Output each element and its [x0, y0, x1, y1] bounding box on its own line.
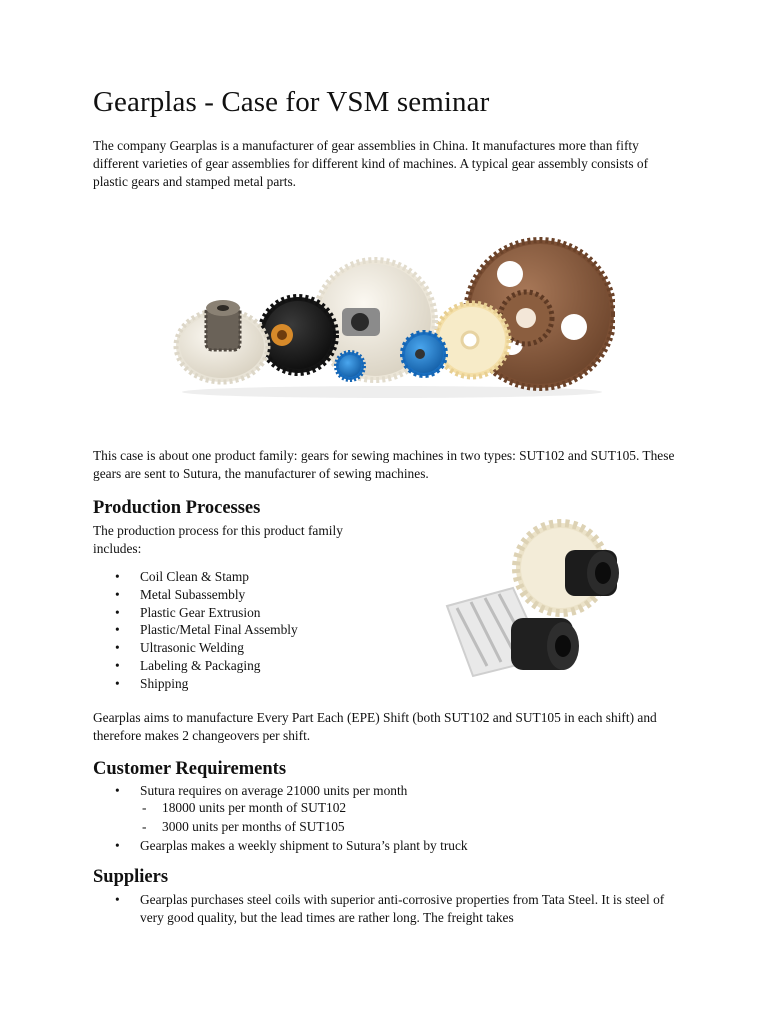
list-item: • Labeling & Packaging: [115, 657, 298, 675]
intro-paragraph: The company Gearplas is a manufacturer of gear assemblies in China. It manufactures more than fifty different varieties of gear assemblies for different kind of machines. A typical gear assembly consists of plastic gears and stamped metal parts.: [93, 138, 649, 189]
black-gear: [260, 297, 336, 373]
customer-list-continued: [115, 837, 468, 855]
epe-paragraph: Gearplas aims to manufacture Every Part Each (EPE) Shift (both SUT102 and SUT105 in each shift) and therefore makes 2 changeovers per shift.: [93, 710, 657, 743]
production-intro: The production process for this product family includes:: [93, 523, 343, 556]
suppliers-list: [115, 891, 675, 927]
list-item: • Gearplas makes a weekly shipment to Sutura’s plant by truck: [115, 837, 468, 855]
gear-assortment-image: [170, 232, 615, 400]
suppliers-heading: Suppliers: [93, 867, 169, 887]
list-item: • Sutura requires on average 21000 units per month: [115, 782, 407, 800]
sub-list-item: - 3000 units per months of SUT105: [140, 818, 346, 837]
list-item: • Plastic/Metal Final Assembly: [115, 621, 298, 639]
case-paragraph: This case is about one product family: gears for sewing machines in two types: SUT102 and SUT105. These gears are sent to Sutura, the manufacturer of sewing machines.: [93, 448, 675, 481]
blue-gear-right: [402, 332, 446, 376]
list-item: • Metal Subassembly: [115, 586, 298, 604]
cream-gear-right: [435, 303, 509, 377]
list-item: • Shipping: [115, 675, 298, 693]
production-heading: Production Processes: [93, 498, 261, 518]
list-item: • Plastic Gear Extrusion: [115, 604, 298, 622]
customer-sub-list: [140, 799, 346, 836]
sub-list-item: - 18000 units per month of SUT102: [140, 799, 346, 818]
list-item: • Coil Clean & Stamp: [115, 568, 298, 586]
white-gear-left: [176, 300, 268, 382]
customer-heading: Customer Requirements: [93, 759, 287, 779]
customer-list: [115, 782, 407, 800]
list-item: • Ultrasonic Welding: [115, 639, 298, 657]
page-title: Gearplas - Case for VSM seminar: [93, 86, 490, 118]
list-item: • Gearplas purchases steel coils with superior anti-corrosive properties from Tata Steel. It is steel of very good quality, but the lead times are rather long. The freight takes: [115, 891, 675, 927]
sewing-machine-gears-image: [433, 498, 641, 698]
blue-gear-small: [336, 352, 364, 380]
production-process-list: [115, 568, 298, 693]
